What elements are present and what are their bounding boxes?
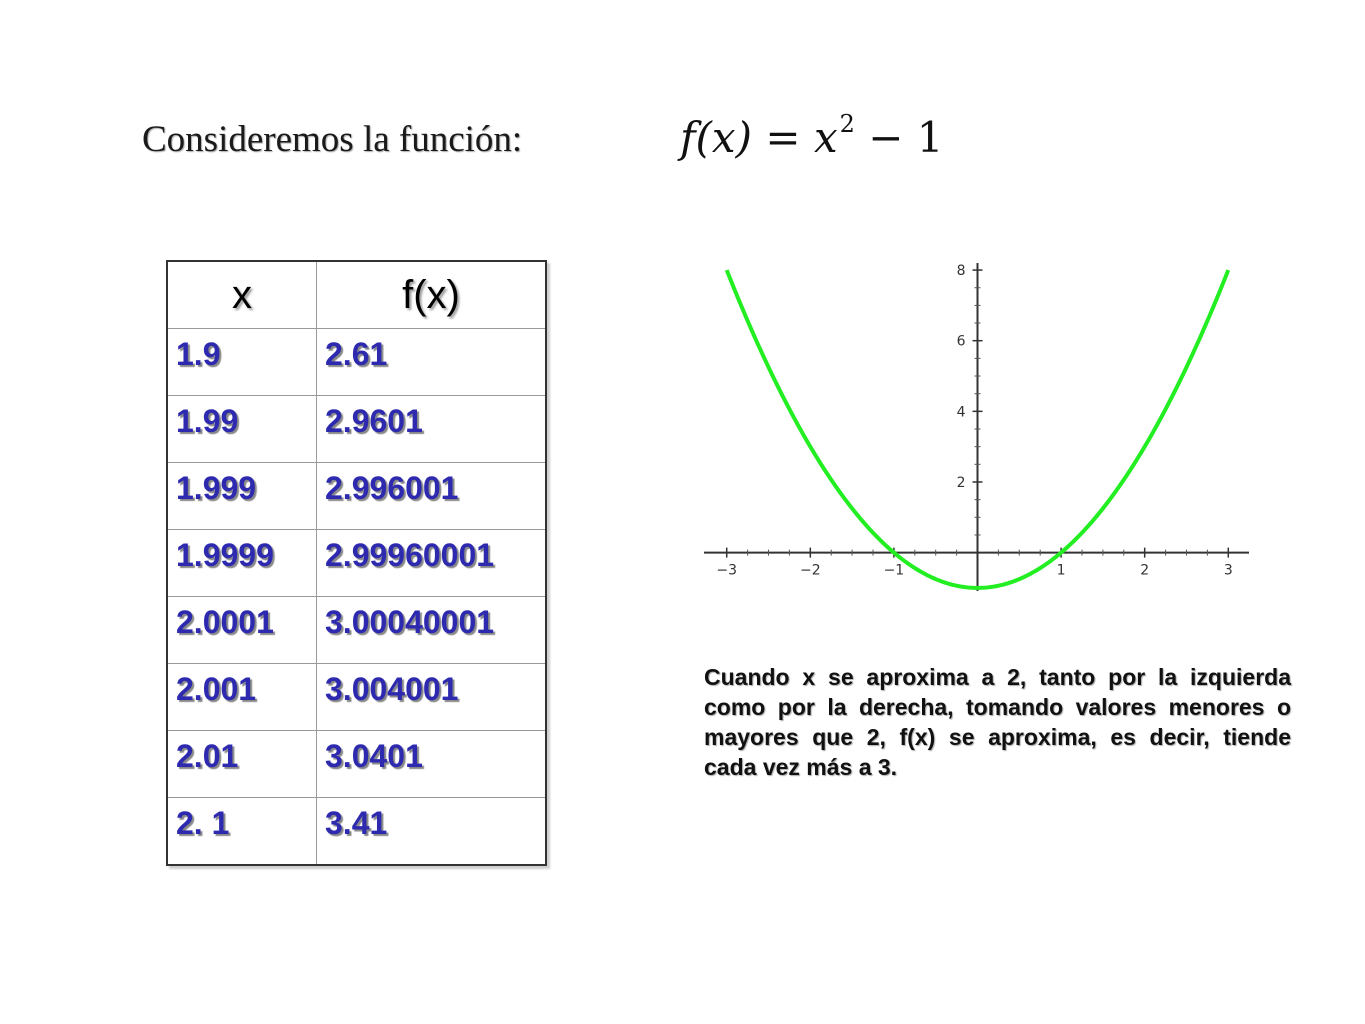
x-tick-label: −3	[716, 562, 738, 579]
formula-equals: =	[765, 113, 801, 162]
x-tick-label: −2	[799, 562, 821, 579]
table-row	[167, 731, 546, 798]
cell-fx: 2.9601	[317, 396, 547, 463]
table-row	[167, 530, 546, 597]
table-row	[167, 329, 546, 396]
cell-fx: 3.0401	[317, 731, 547, 798]
cell-x: 1.9999	[167, 530, 317, 597]
y-tick-label: 6	[956, 333, 966, 350]
table-row	[167, 463, 546, 530]
table-header-row	[167, 261, 546, 329]
cell-fx: 3.00040001	[317, 597, 547, 664]
cell-x: 1.999	[167, 463, 317, 530]
values-table-wrapper	[166, 260, 547, 866]
cell-x: 2.001	[167, 664, 317, 731]
y-tick-label: 2	[956, 474, 966, 491]
x-tick-label: 2	[1140, 562, 1150, 579]
x-tick-label: −1	[883, 562, 905, 579]
formula-lhs: f(x)	[680, 113, 753, 162]
header-x: x	[167, 261, 317, 329]
table-row	[167, 664, 546, 731]
description-text: Cuando x se aproxima a 2, tanto por la izquierda como por la derecha, tomando valores menores o mayores que 2, f(x) se aproxima, es decir, tiende cada vez más a 3.	[704, 664, 1291, 780]
formula	[680, 110, 944, 162]
cell-fx: 3.41	[325, 805, 388, 841]
table-row	[167, 798, 546, 866]
header-fx: f(x)	[317, 261, 547, 329]
y-tick-label: 8	[956, 263, 966, 280]
heading: Consideremos la función:	[142, 119, 523, 160]
table-row	[167, 597, 546, 664]
cell-fx: 2.61	[317, 329, 547, 396]
cell-fx: 2.996001	[317, 463, 547, 530]
cell-x: 2.0001	[167, 597, 317, 664]
values-table	[166, 260, 547, 866]
formula-base: x	[813, 113, 838, 162]
cell-x: 2. 1	[167, 798, 317, 866]
y-tick-label: 4	[956, 404, 966, 421]
parabola-graph	[700, 255, 1260, 615]
cell-x: 1.9	[167, 329, 317, 396]
x-tick-label: 3	[1223, 562, 1233, 579]
cell-x: 1.99	[167, 396, 317, 463]
table-row	[167, 396, 546, 463]
formula-exponent: 2	[839, 110, 855, 138]
formula-rest: − 1	[868, 113, 944, 162]
cell-x: 2.01	[167, 731, 317, 798]
cell-fx: 3.004001	[317, 664, 547, 731]
x-tick-label: 1	[1056, 562, 1066, 579]
cell-fx: 2.99960001	[317, 530, 547, 597]
